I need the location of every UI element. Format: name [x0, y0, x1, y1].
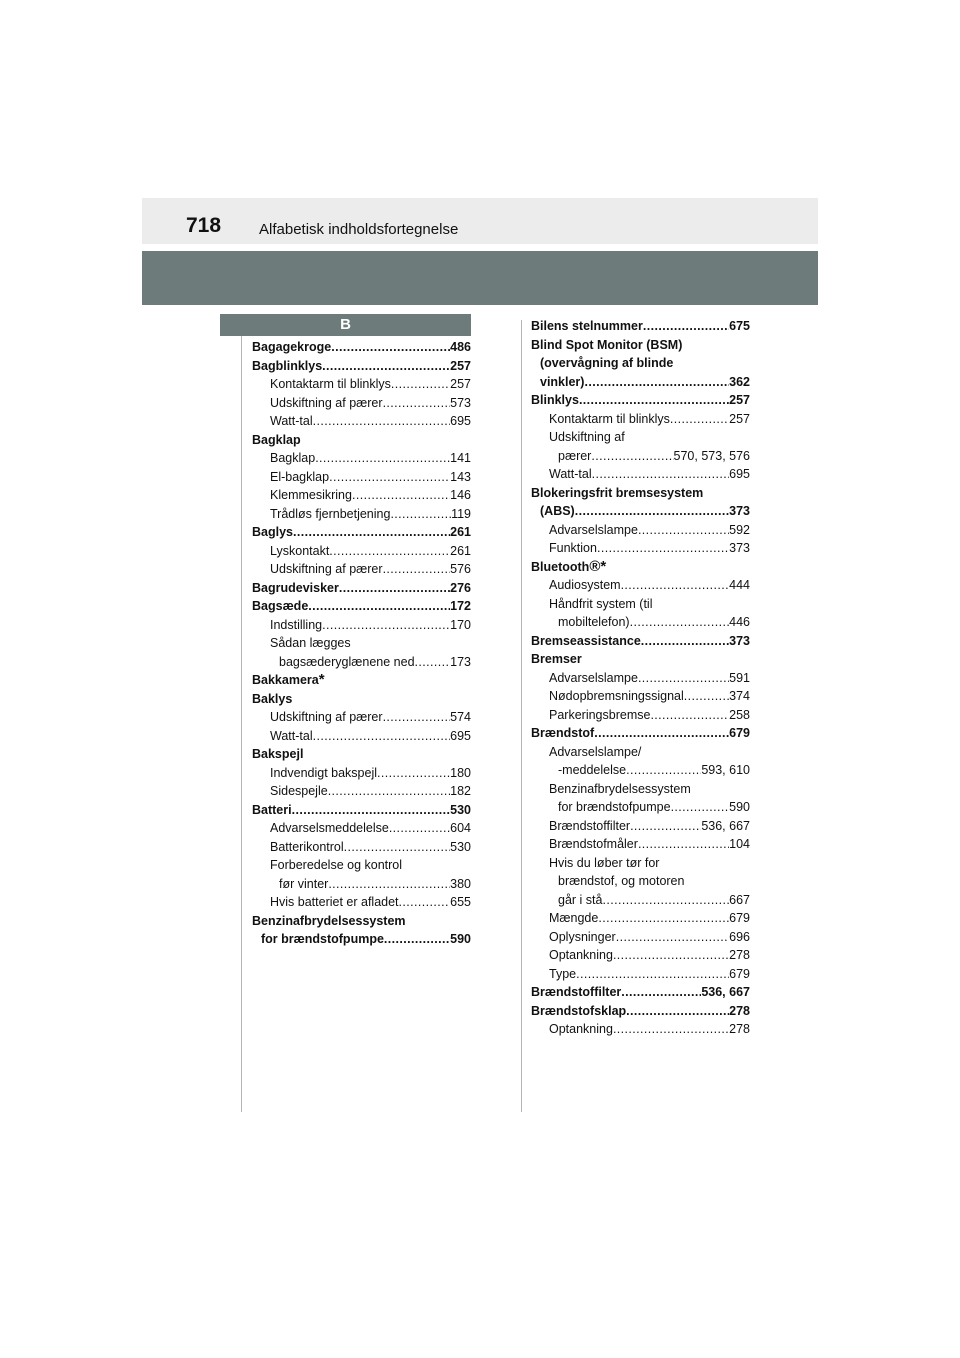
index-entry-label: Advarselslampe/	[549, 744, 642, 759]
index-entry	[531, 595, 750, 614]
index-entry-page: 604	[450, 821, 471, 835]
index-entry	[252, 893, 471, 912]
index-entry	[531, 835, 750, 854]
index-entry-page: 675	[729, 319, 750, 333]
index-entry	[531, 817, 750, 836]
index-entry	[531, 428, 750, 447]
index-entry	[531, 632, 750, 651]
index-entry-page: 570, 573, 576	[673, 448, 750, 463]
leader-dots	[613, 946, 729, 965]
index-entry	[252, 764, 471, 783]
index-entry	[252, 930, 471, 949]
index-entry	[252, 875, 471, 894]
index-entry-label: Bagklap	[270, 451, 316, 465]
index-entry	[531, 354, 750, 373]
index-entry	[252, 375, 471, 394]
index-entry-label: Mængde	[549, 911, 599, 925]
column-rule-right	[521, 320, 522, 1112]
index-entry-page: 182	[450, 784, 471, 798]
index-entry	[252, 579, 471, 598]
index-entry	[531, 743, 750, 762]
index-entry-page: 180	[450, 765, 471, 780]
index-entry-label: Type	[549, 966, 577, 981]
index-entry-label: (overvågning af blinde	[540, 356, 674, 370]
index-entry	[252, 912, 471, 931]
index-entry-page: 257	[729, 411, 750, 426]
index-entry-label: Benzinafbrydelsessystem	[252, 913, 406, 928]
index-entry-label: Sidespejle	[270, 784, 328, 798]
index-entry	[531, 447, 750, 466]
index-entry	[531, 983, 750, 1002]
leader-dots	[344, 838, 450, 857]
leader-dots	[308, 597, 450, 616]
leader-dots	[322, 616, 450, 635]
leader-dots	[579, 391, 729, 410]
index-entry-page: 592	[729, 522, 750, 537]
index-entry-label: Blokeringsfrit bremsesystem	[531, 485, 704, 500]
index-entry-label: Forberedelse og kontrol	[270, 858, 403, 872]
leader-dots	[621, 576, 730, 595]
index-entry	[252, 468, 471, 487]
index-entry	[531, 965, 750, 984]
index-entry-label: Hvis du løber tør for	[549, 855, 660, 870]
index-entry-page: 679	[729, 726, 750, 740]
index-entry	[531, 391, 750, 410]
index-entry	[252, 671, 471, 690]
index-entry	[531, 780, 750, 799]
leader-dots	[638, 669, 729, 688]
index-entry-page: 536, 667	[701, 985, 750, 999]
header-band	[142, 251, 818, 305]
index-entry-label: vinkler)	[540, 374, 585, 389]
leader-dots	[684, 687, 729, 706]
leader-dots	[383, 560, 451, 579]
index-entry	[252, 634, 471, 653]
index-entry-label: Bilens stelnummer	[531, 319, 643, 333]
footnote-mark: ®*	[589, 557, 607, 575]
header-bar	[142, 198, 818, 244]
index-entry	[252, 838, 471, 857]
leader-dots	[638, 521, 729, 540]
index-entry	[531, 798, 750, 817]
index-entry-label: Optankning	[549, 1022, 613, 1036]
index-entry-label: Benzinafbrydelsessystem	[549, 781, 691, 796]
leader-dots	[292, 801, 451, 820]
index-entry-label: -meddelelse	[558, 763, 627, 777]
index-entry	[531, 669, 750, 688]
index-entry-page: 141	[450, 451, 471, 465]
index-entry	[531, 484, 750, 503]
index-entry-label: Udskiftning af pærer	[270, 710, 383, 724]
index-entry-page: 530	[450, 802, 471, 817]
index-entry-label: Udskiftning af pærer	[270, 395, 383, 410]
index-entry-page: 257	[450, 377, 471, 391]
index-entry-label: går i stå	[558, 892, 603, 907]
leader-dots	[643, 317, 729, 336]
index-entry-label: Watt-tal	[270, 414, 313, 428]
index-entry-label: Advarselslampe	[549, 522, 638, 537]
index-entry-label: Bremser	[531, 652, 582, 666]
index-entry	[252, 690, 471, 709]
index-entry-label: Watt-tal	[549, 467, 592, 481]
index-entry-label: Optankning	[549, 948, 613, 962]
index-entry-label: Lyskontakt	[270, 543, 330, 558]
index-entry	[531, 336, 750, 355]
index-entry-label: Udskiftning af	[549, 430, 625, 444]
index-entry-label: Bagblinklys	[252, 358, 323, 373]
page-title: Alfabetisk indholdsfortegnelse	[259, 221, 459, 238]
index-entry-label: Kontaktarm til blinklys	[549, 411, 670, 426]
index-entry-page: 170	[450, 617, 471, 632]
index-entry-page: 444	[729, 578, 750, 592]
leader-dots	[329, 468, 450, 487]
index-entry	[252, 708, 471, 727]
index-entry-label: for brændstofpumpe	[261, 932, 384, 946]
index-entry-page: 172	[450, 599, 471, 613]
index-entry-page: 258	[729, 707, 750, 722]
index-entry	[252, 523, 471, 542]
leader-dots	[626, 761, 701, 780]
index-entry-label: Brændstoffilter	[549, 818, 631, 833]
index-entry-page: 373	[729, 504, 750, 518]
index-entry-page: 695	[450, 728, 471, 743]
index-entry-label: Nødopbremsningssignal	[549, 689, 684, 703]
index-entry-label: Blinklys	[531, 393, 579, 407]
index-entry	[252, 597, 471, 616]
index-entry	[252, 449, 471, 468]
index-entry-page: 373	[729, 541, 750, 555]
index-entry-label: Blind Spot Monitor (BSM)	[531, 337, 683, 352]
leader-dots	[575, 502, 729, 521]
index-entry	[252, 560, 471, 579]
leader-dots	[352, 486, 450, 505]
index-entry	[252, 782, 471, 801]
leader-dots	[389, 819, 450, 838]
index-entry-label: Audiosystem	[549, 578, 621, 592]
leader-dots	[390, 505, 451, 524]
index-entry-label: Brændstofmåler	[549, 837, 638, 851]
index-entry-label: Udskiftning af pærer	[270, 562, 383, 576]
index-entry-label: Batteri	[252, 802, 292, 817]
leader-dots	[613, 1020, 729, 1039]
index-entry-page: 278	[729, 1003, 750, 1018]
leader-dots	[630, 613, 730, 632]
index-entry	[531, 576, 750, 595]
index-entry-label: (ABS)	[540, 504, 575, 518]
index-entry-page: 257	[450, 358, 471, 373]
leader-dots	[594, 724, 729, 743]
leader-dots	[313, 412, 451, 431]
index-entry-page: 679	[729, 966, 750, 981]
index-entry-page: 695	[450, 414, 471, 428]
index-entry	[531, 854, 750, 873]
index-entry-page: 655	[450, 895, 471, 909]
leader-dots	[638, 835, 729, 854]
index-entry	[252, 819, 471, 838]
index-entry-page: 104	[729, 837, 750, 851]
index-entry-page: 173	[450, 654, 471, 669]
leader-dots	[616, 928, 729, 947]
index-entry	[531, 1002, 750, 1021]
column-rule-left	[241, 336, 242, 1112]
index-entry	[252, 394, 471, 413]
index-entry-page: 257	[729, 393, 750, 407]
index-entry-label: brændstof, og motoren	[558, 874, 685, 888]
index-entry-page: 696	[729, 929, 750, 944]
index-entry-page: 373	[729, 633, 750, 648]
index-entry-label: Batterikontrol	[270, 839, 344, 854]
index-entry-page: 695	[729, 467, 750, 481]
section-letter: B	[220, 314, 471, 336]
index-entry-label: Bagrudevisker	[252, 580, 339, 595]
index-entry	[531, 724, 750, 743]
index-entry-label: Indstilling	[270, 617, 323, 632]
leader-dots	[383, 394, 451, 413]
index-entry-label: Brændstof	[531, 726, 595, 740]
index-entry-label: Bakkamera	[252, 673, 319, 687]
index-entry	[531, 613, 750, 632]
index-entry	[531, 946, 750, 965]
index-entry-label: El-bagklap	[270, 469, 330, 484]
index-entry-label: Kontaktarm til blinklys	[270, 377, 391, 391]
index-entry	[531, 558, 750, 577]
index-entry-page: 593, 610	[701, 763, 750, 777]
leader-dots	[576, 965, 729, 984]
leader-dots	[597, 539, 729, 558]
leader-dots	[598, 909, 729, 928]
index-entry-label: Baklys	[252, 691, 293, 706]
index-entry-label: Watt-tal	[270, 728, 313, 743]
index-entry	[531, 872, 750, 891]
index-entry-page: 278	[729, 948, 750, 962]
leader-dots	[650, 706, 729, 725]
leader-dots	[626, 1002, 729, 1021]
index-entry-label: Bagsæde	[252, 599, 309, 613]
index-entry-page: 590	[729, 800, 750, 814]
index-entry	[252, 505, 471, 524]
index-entry-page: 380	[450, 876, 471, 891]
index-entry-page: 679	[729, 911, 750, 925]
leader-dots	[630, 817, 701, 836]
leader-dots	[313, 727, 451, 746]
index-entry-label: for brændstofpumpe	[558, 800, 671, 814]
index-entry	[252, 801, 471, 820]
index-entry	[252, 616, 471, 635]
index-entry-page: 446	[729, 615, 750, 629]
index-entry	[531, 521, 750, 540]
leader-dots	[670, 410, 729, 429]
index-entry-page: 276	[450, 580, 471, 595]
index-entry-label: Brændstofsklap	[531, 1003, 627, 1018]
index-entry	[531, 539, 750, 558]
index-entry-page: 590	[450, 932, 471, 946]
page-number: 718	[186, 214, 222, 237]
index-entry	[531, 465, 750, 484]
index-entry	[252, 653, 471, 672]
index-entry	[531, 706, 750, 725]
index-entry-label: Klemmesikring	[270, 488, 352, 502]
index-entry-page: 261	[450, 543, 471, 558]
index-entry	[531, 761, 750, 780]
leader-dots	[322, 357, 450, 376]
index-entry-label: Hvis batteriet er afladet	[270, 895, 399, 909]
leader-dots	[328, 875, 450, 894]
index-entry-label: Funktion	[549, 541, 597, 555]
index-entry	[531, 687, 750, 706]
index-entry-page: 530	[450, 839, 471, 854]
index-entry-page: 573	[450, 395, 471, 410]
index-entry-page: 143	[450, 469, 471, 484]
index-entry-label: Advarselslampe	[549, 670, 638, 685]
index-entry-page: 261	[450, 525, 471, 539]
index-entry-page: 574	[450, 710, 471, 724]
index-entry	[531, 373, 750, 392]
index-entry	[252, 338, 471, 357]
leader-dots	[391, 375, 450, 394]
index-entry	[252, 412, 471, 431]
footnote-mark: *	[318, 671, 325, 688]
index-entry-page: 362	[729, 374, 750, 389]
index-entry-label: før vinter	[279, 876, 329, 891]
leader-dots	[641, 632, 729, 651]
index-entry-label: Oplysninger	[549, 929, 616, 944]
leader-dots	[383, 708, 451, 727]
index-entry-label: Sådan lægges	[270, 636, 351, 650]
index-entry	[531, 928, 750, 947]
leader-dots	[415, 653, 451, 672]
leader-dots	[377, 764, 450, 783]
index-entry-label: Bremseassistance	[531, 633, 641, 648]
index-entry-label: mobiltelefon)	[558, 615, 630, 629]
index-entry-page: 374	[729, 689, 750, 703]
leader-dots	[621, 983, 701, 1002]
index-entry-label: Bagagekroge	[252, 340, 332, 354]
index-entry-page: 576	[450, 562, 471, 576]
index-entry	[531, 891, 750, 910]
index-entry	[531, 502, 750, 521]
index-entry	[252, 357, 471, 376]
index-entry-page: 486	[450, 340, 471, 354]
index-entry	[531, 410, 750, 429]
index-entry-label: Parkeringsbremse	[549, 707, 651, 722]
leader-dots	[329, 542, 450, 561]
leader-dots	[293, 523, 450, 542]
index-entry	[252, 745, 471, 764]
leader-dots	[602, 891, 729, 910]
index-entry-page: 536, 667	[701, 818, 750, 833]
leader-dots	[315, 449, 450, 468]
index-entry-page: 119	[451, 506, 471, 521]
leader-dots	[399, 893, 451, 912]
index-entry-label: bagsæderyglænene ned	[279, 654, 415, 669]
index-entry-page: 667	[729, 892, 750, 907]
leader-dots	[328, 782, 450, 801]
index-entry	[531, 650, 750, 669]
index-entry-page: 278	[729, 1022, 750, 1036]
index-column-left	[252, 338, 471, 949]
index-entry-label: Bagklap	[252, 432, 301, 447]
index-entry-label: Brændstoffilter	[531, 985, 622, 999]
index-entry	[252, 856, 471, 875]
index-entry-page: 591	[729, 670, 750, 685]
index-entry-label: Bluetooth	[531, 559, 590, 574]
index-entry-label: Trådløs fjernbetjening	[270, 506, 391, 521]
leader-dots	[591, 447, 673, 466]
index-entry-label: Håndfrit system (til	[549, 596, 653, 611]
index-entry-label: Bakspejl	[252, 747, 304, 761]
index-entry-label: Advarselsmeddelelse	[270, 821, 389, 835]
index-entry	[531, 317, 750, 336]
leader-dots	[592, 465, 730, 484]
index-entry-label: Baglys	[252, 525, 293, 539]
leader-dots	[671, 798, 730, 817]
index-entry	[252, 542, 471, 561]
leader-dots	[584, 373, 729, 392]
index-column-right	[531, 317, 750, 1039]
index-entry	[252, 727, 471, 746]
index-entry	[252, 431, 471, 450]
index-entry-label: Indvendigt bakspejl	[270, 765, 378, 780]
leader-dots	[331, 338, 450, 357]
index-entry-page: 146	[450, 488, 471, 502]
index-entry	[531, 909, 750, 928]
index-entry-label: pærer	[558, 448, 592, 463]
leader-dots	[384, 930, 450, 949]
index-entry	[252, 486, 471, 505]
leader-dots	[339, 579, 450, 598]
index-entry	[531, 1020, 750, 1039]
